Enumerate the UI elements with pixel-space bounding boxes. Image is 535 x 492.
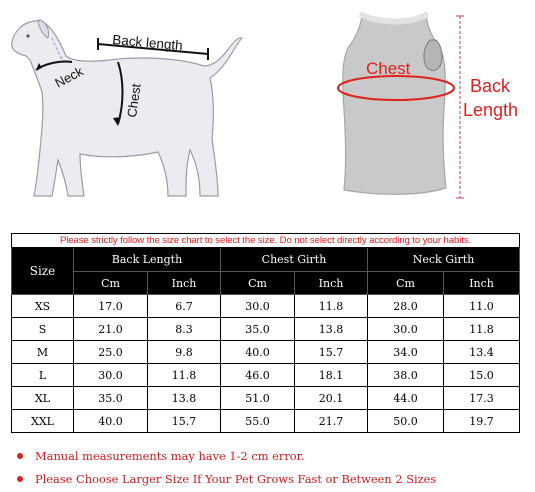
table-cell: 50.0: [368, 410, 444, 433]
table-cell: 51.0: [221, 387, 295, 410]
table-cell: 35.0: [74, 387, 148, 410]
chest-label: Chest: [124, 82, 144, 119]
bullet-icon: [17, 476, 23, 482]
table-cell: 46.0: [221, 364, 295, 387]
table-cell: 25.0: [74, 341, 148, 364]
table-cell: 34.0: [368, 341, 444, 364]
size-cell: L: [12, 364, 74, 387]
table-cell: 30.0: [74, 364, 148, 387]
table-cell: 15.0: [444, 364, 520, 387]
unit-header: Cm: [74, 272, 148, 295]
shirt-back-label: Back: [470, 76, 511, 96]
dog-measurement-illustration: [0, 0, 270, 225]
chest-girth-header: Chest Girth: [221, 248, 368, 272]
size-chart-notice: Please strictly follow the size chart to select the size. Do not select directly according to your habits.: [12, 234, 520, 248]
table-cell: 15.7: [295, 341, 368, 364]
table-cell: 11.8: [444, 318, 520, 341]
note-text: Manual measurements may have 1-2 cm error.: [35, 449, 305, 463]
shirt-length-label: Length: [463, 100, 519, 120]
shirt-measurement-illustration: [300, 0, 535, 225]
table-cell: 9.8: [148, 341, 221, 364]
shirt-chest-label: Chest: [366, 59, 411, 78]
table-cell: 11.8: [148, 364, 221, 387]
table-cell: 21.0: [74, 318, 148, 341]
table-cell: 35.0: [221, 318, 295, 341]
table-cell: 44.0: [368, 387, 444, 410]
table-cell: 55.0: [221, 410, 295, 433]
note-choose-larger-size: [17, 472, 436, 486]
unit-header: Cm: [221, 272, 295, 295]
table-cell: 30.0: [368, 318, 444, 341]
table-cell: 40.0: [221, 341, 295, 364]
table-cell: 17.0: [74, 295, 148, 318]
table-row: [12, 387, 520, 410]
table-cell: 6.7: [148, 295, 221, 318]
size-cell: XXL: [12, 410, 74, 433]
table-row: [12, 295, 520, 318]
size-table: [11, 233, 520, 433]
size-cell: XS: [12, 295, 74, 318]
size-chart: [11, 233, 519, 433]
table-cell: 8.3: [148, 318, 221, 341]
dog-eye: [26, 34, 29, 37]
size-cell: XL: [12, 387, 74, 410]
bullet-icon: [17, 453, 23, 459]
table-cell: 28.0: [368, 295, 444, 318]
table-cell: 38.0: [368, 364, 444, 387]
table-row: [12, 410, 520, 433]
back-length-header: Back Length: [74, 248, 221, 272]
size-column-header: Size: [12, 248, 74, 295]
unit-header: Inch: [295, 272, 368, 295]
table-cell: 21.7: [295, 410, 368, 433]
size-cell: S: [12, 318, 74, 341]
table-cell: 17.3: [444, 387, 520, 410]
neck-label: Neck: [52, 63, 86, 91]
table-row: [12, 318, 520, 341]
table-cell: 30.0: [221, 295, 295, 318]
table-cell: 18.1: [295, 364, 368, 387]
table-cell: 13.8: [295, 318, 368, 341]
table-row: [12, 341, 520, 364]
shirt-emblem: [424, 40, 442, 71]
unit-header: Cm: [368, 272, 444, 295]
note-text: Please Choose Larger Size If Your Pet Grows Fast or Between 2 Sizes: [35, 472, 437, 486]
back-length-label: Back length: [111, 32, 184, 54]
table-cell: 19.7: [444, 410, 520, 433]
shirt-collar: [360, 14, 428, 22]
table-row: [12, 364, 520, 387]
size-cell: M: [12, 341, 74, 364]
table-cell: 15.7: [148, 410, 221, 433]
table-cell: 20.1: [295, 387, 368, 410]
table-cell: 13.8: [148, 387, 221, 410]
table-cell: 40.0: [74, 410, 148, 433]
neck-girth-header: Neck Girth: [368, 248, 520, 272]
table-cell: 13.4: [444, 341, 520, 364]
unit-header: Inch: [148, 272, 221, 295]
note-measurement-error: [17, 449, 304, 463]
table-cell: 11.0: [444, 295, 520, 318]
table-cell: 11.8: [295, 295, 368, 318]
unit-header: Inch: [444, 272, 520, 295]
